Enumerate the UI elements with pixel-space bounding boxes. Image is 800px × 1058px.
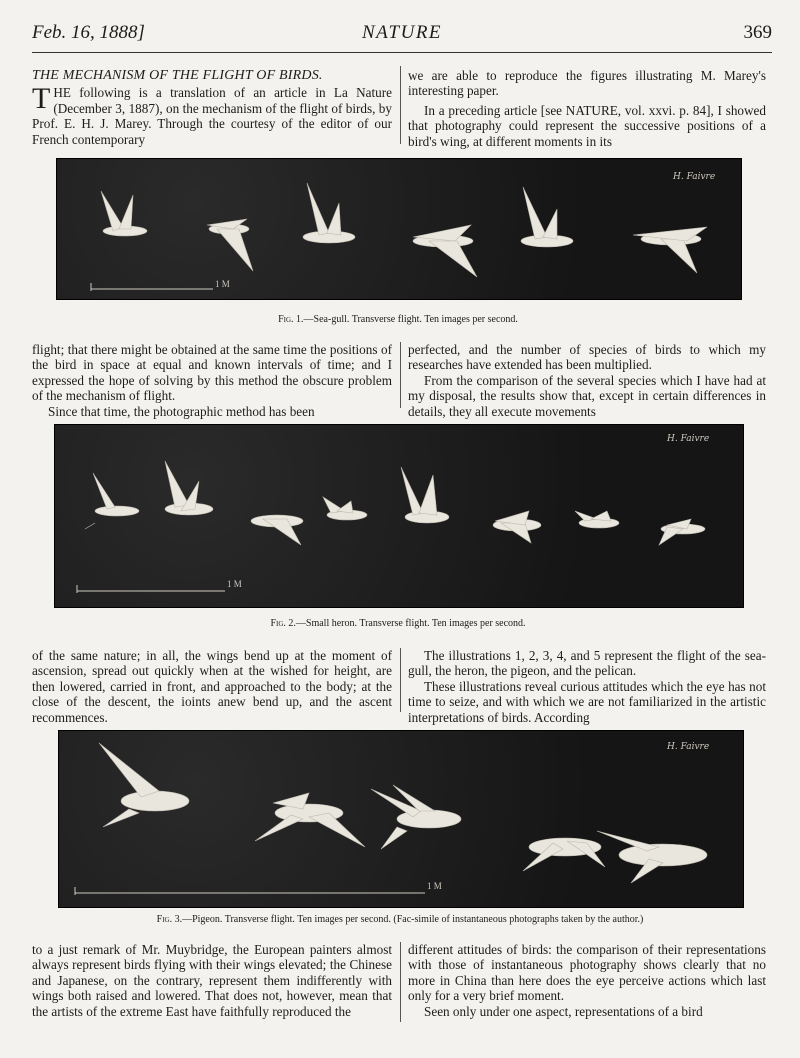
column-divider	[400, 648, 401, 712]
bird-silhouette	[575, 511, 619, 528]
paragraph: to a just remark of Mr. Muybridge, the European painters almost always represent birds flying with their wings elevated; the Chinese and Japanese, on the contrary, represent them indifferently with wings both raised and lowered. That does not, however, mean that the artists of the extreme East have faithfully reproduced the	[32, 942, 392, 1019]
left-column-block2	[32, 342, 392, 419]
page-header	[32, 18, 772, 50]
issue-date: Feb. 16, 1888]	[32, 22, 145, 43]
figure-label: Fig. 3.	[156, 914, 183, 925]
figure-3-plate	[58, 730, 744, 908]
scale-label: 1 M	[215, 279, 230, 289]
column-divider	[400, 342, 401, 408]
paragraph: we are able to reproduce the figures illustrating M. Marey's interesting paper.	[408, 68, 766, 99]
bird-silhouette	[659, 519, 705, 545]
intro-paragraph: HE following is a translation of an article in La Nature (December 3, 1887), on the mechanism of the flight of birds, by Prof. E. H. J. Marey. Through the courtesy of the editor of our French contemporary	[32, 85, 392, 147]
column-divider	[400, 942, 401, 1022]
figure-label: Fig. 1.	[278, 314, 304, 325]
bird-silhouette	[633, 227, 707, 273]
bird-silhouette	[303, 183, 355, 243]
figure-1-image	[57, 159, 741, 299]
paragraph: of the same nature; in all, the wings bend up at the moment of ascension, spread out quickly when at the wished for height, are then lowered, carried in front, and approached to the body; at the close of the descent, the ioints anew bend up, and the ascent recommences.	[32, 648, 392, 725]
bird-silhouette	[101, 191, 147, 236]
bird-silhouette	[521, 187, 573, 247]
figure-1-plate	[56, 158, 742, 300]
right-column-block4	[408, 942, 766, 1019]
article-title: THE MECHANISM OF THE FLIGHT OF BIRDS.	[32, 68, 323, 83]
left-column-block1	[32, 68, 392, 147]
left-column-block4	[32, 942, 392, 1019]
bird-silhouette	[523, 838, 605, 871]
bird-silhouette	[251, 515, 303, 545]
paragraph: Since that time, the photographic method has been	[48, 403, 315, 419]
caption-text: —Small heron. Transverse flight. Ten images per second.	[295, 618, 526, 629]
left-column-block3	[32, 648, 392, 725]
paragraph: different attitudes of birds: the comparison of their representations with those of instantaneous photography shows clearly that no more in China than here does the eye perceive actions which last only for a very brief moment.	[408, 942, 766, 1004]
paragraph: Seen only under one aspect, representations of a bird	[424, 1003, 703, 1019]
figure-2-caption	[54, 618, 742, 629]
scale-label: 1 M	[427, 881, 442, 891]
bird-silhouette	[597, 831, 707, 883]
engraver-signature: H. Faivre	[667, 434, 710, 444]
bird-silhouette	[85, 473, 139, 529]
engraver-signature: H. Faivre	[673, 172, 716, 182]
bird-silhouette	[207, 219, 253, 271]
caption-text: —Sea-gull. Transverse flight. Ten images per second.	[303, 314, 518, 325]
figure-2-image	[55, 425, 743, 607]
paragraph: In a preceding article [see NATURE, vol. xxvi. p. 84], I showed that photography could represent the successive positions of a bird's wing, at different moments in its	[408, 102, 766, 149]
figure-2-plate	[54, 424, 744, 608]
bird-silhouette	[255, 793, 365, 847]
figure-1-caption	[56, 314, 740, 325]
paragraph: These illustrations reveal curious attitudes which the eye has not time to seize, and with which we are not familiarized in the artistic interpretations of birds. According	[408, 678, 766, 725]
figure-3-image	[59, 731, 743, 907]
journal-title: NATURE	[361, 22, 443, 43]
engraver-signature: H. Faivre	[667, 742, 710, 752]
paragraph: flight; that there might be obtained at the same time the positions of the bird in space at equal and known intervals of time; and I expressed the hope of solving by this method the obscure problem of the mechanism of flight.	[32, 342, 392, 404]
caption-text: —Pigeon. Transverse flight. Ten images per second. (Fac-simile of instantaneous photographs taken by the author.)	[182, 914, 644, 925]
bird-silhouette	[165, 461, 213, 515]
bird-silhouette	[401, 467, 449, 523]
bird-silhouette	[99, 743, 189, 827]
paragraph: The illustrations 1, 2, 3, 4, and 5 represent the flight of the sea-gull, the heron, the pigeon, and the pelican.	[408, 648, 766, 679]
page-number: 369	[743, 22, 772, 43]
paragraph: From the comparison of the several species which I have had at my disposal, the results show that, except in certain differences in details, they all execute movements	[408, 372, 766, 419]
bird-silhouette	[371, 785, 461, 849]
figure-label: Fig. 2.	[270, 618, 296, 629]
right-column-block2	[408, 342, 766, 419]
header-rule	[32, 52, 772, 53]
column-divider	[400, 66, 401, 144]
right-column-block3	[408, 648, 766, 725]
bird-silhouette	[413, 225, 477, 277]
bird-silhouette	[493, 511, 541, 543]
paragraph: perfected, and the number of species of birds to which my researches have extended has been multiplied.	[408, 342, 766, 373]
figure-3-caption	[58, 914, 742, 925]
right-column-block1	[408, 68, 766, 149]
bird-silhouette	[323, 497, 367, 520]
scale-label: 1 M	[227, 579, 242, 589]
drop-cap: T	[32, 82, 51, 116]
